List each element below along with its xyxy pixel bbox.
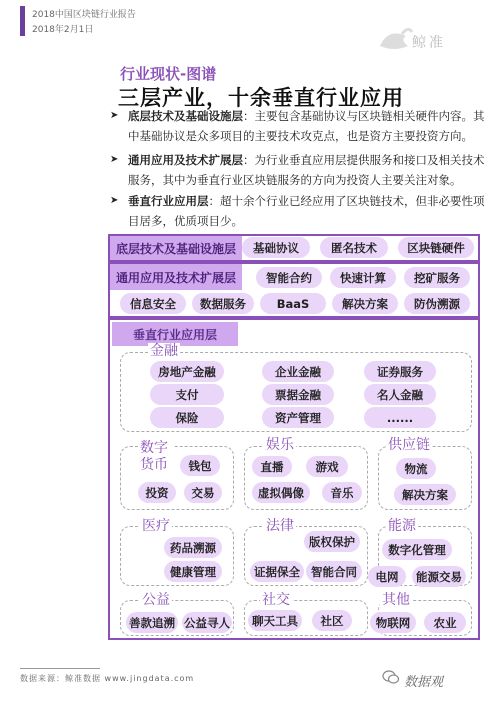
pill-iot: 物联网 (370, 612, 416, 633)
group-title-social: 社交 (262, 592, 290, 608)
pill-blockchain-hardware: 区块链硬件 (398, 237, 474, 258)
pill-payment: 支付 (150, 384, 224, 405)
bullet-body: ：为行业垂直应用层提供服务和接口及相关技术服务，其中为垂直行业区块链服务的方向为投资人主要关注对象。 (128, 153, 485, 187)
footer-divider (20, 668, 100, 669)
bullet-vertical-layer (110, 191, 485, 231)
arrow-icon: ➤ (110, 110, 119, 121)
report-title: 2018中国区块链行业报告 (32, 10, 136, 20)
group-title-energy: 能源 (388, 518, 416, 534)
group-title-supply-chain: 供应链 (388, 437, 430, 453)
pill-drug-trace: 药品溯源 (164, 537, 222, 558)
pill-virtual-idol: 虚拟偶像 (252, 482, 310, 503)
pill-fast-compute: 快速计算 (330, 267, 396, 288)
pill-community: 社区 (312, 610, 352, 631)
pill-wallet: 钱包 (180, 455, 220, 476)
bullet-body: ：超十余个行业已经应用了区块链技术，但非必要性项目居多，优质项目少。 (128, 194, 485, 228)
watermark: 数据观 (404, 675, 444, 690)
bullet-head: 通用应用及技术扩展层 (128, 153, 243, 167)
group-title-law: 法律 (266, 518, 294, 534)
pill-digital-management: 数字化管理 (382, 539, 452, 560)
pill-supply-solution: 解决方案 (394, 484, 456, 505)
pill-info-security: 信息安全 (120, 293, 186, 314)
pill-smart-legal-contract: 智能合同 (306, 561, 362, 582)
pill-copyright: 版权保护 (304, 531, 360, 552)
pill-live-stream: 直播 (252, 456, 292, 477)
arrow-icon: ➤ (110, 195, 119, 206)
report-date: 2018年2月1日 (32, 25, 94, 35)
arrow-icon: ➤ (110, 154, 119, 165)
pill-mining-service: 挖矿服务 (404, 267, 470, 288)
pill-ellipsis: ...... (364, 407, 436, 428)
pill-real-estate-finance: 房地产金融 (150, 361, 224, 382)
footer-source: 数据来源：鲸准数据 www.jingdata.com (20, 674, 195, 683)
bullet-head: 底层技术及基础设施层 (128, 109, 243, 123)
header-accent-bar (20, 6, 25, 36)
pill-anonymity: 匿名技术 (320, 237, 388, 258)
page-title: 三层产业，十余垂直行业应用 (118, 86, 404, 110)
pill-celebrity-finance: 名人金融 (364, 384, 436, 405)
pill-asset-management: 资产管理 (262, 407, 334, 428)
pill-insurance: 保险 (150, 407, 224, 428)
pill-trading: 交易 (184, 482, 222, 503)
pill-power-grid: 电网 (368, 566, 406, 587)
pill-agriculture: 农业 (424, 612, 466, 633)
pill-anti-counterfeit: 防伪溯源 (404, 293, 470, 314)
logo-text: 鲸准 (412, 35, 446, 51)
pill-securities: 证券服务 (364, 361, 436, 382)
pill-missing-person: 公益寻人 (182, 612, 232, 633)
pill-baas: BaaS (260, 293, 326, 314)
bullet-head: 垂直行业应用层 (128, 194, 209, 208)
pill-music: 音乐 (322, 482, 362, 503)
pill-enterprise-finance: 企业金融 (262, 361, 334, 382)
pill-base-protocol: 基础协议 (242, 237, 310, 258)
group-title-entertainment: 娱乐 (266, 437, 294, 453)
group-title-other: 其他 (382, 592, 410, 608)
pill-data-service: 数据服务 (192, 293, 254, 314)
group-title-finance: 金融 (150, 343, 178, 359)
group-title-medical: 医疗 (142, 518, 170, 534)
bullet-common-layer (110, 150, 485, 190)
pill-energy-trading: 能源交易 (412, 566, 466, 587)
pill-logistics: 物流 (396, 458, 436, 479)
group-title-digital-currency: 数字货币 (138, 440, 174, 474)
pill-games: 游戏 (306, 456, 348, 477)
common-layer-label: 通用应用及技术扩展层 (110, 264, 242, 290)
bullet-body: ：主要包含基础协议与区块链相关硬件内容。其中基础协议是众多项目的主要技术攻克点，也是资方主要投资方向。 (128, 109, 485, 143)
section-label: 行业现状-图谱 (120, 65, 217, 83)
pill-investment: 投资 (138, 482, 176, 503)
pill-solution: 解决方案 (332, 293, 398, 314)
pill-chat-tool: 聊天工具 (248, 610, 302, 631)
pill-health-management: 健康管理 (164, 561, 222, 582)
wechat-icon (382, 668, 400, 686)
base-layer-label: 底层技术及基础设施层 (110, 236, 242, 260)
pill-bill-finance: 票据金融 (262, 384, 334, 405)
pill-donation-trace: 善款追溯 (126, 612, 178, 633)
group-title-welfare: 公益 (142, 592, 170, 608)
pill-smart-contract: 智能合约 (256, 267, 322, 288)
bullet-base-layer (110, 106, 485, 146)
vertical-layer-label: 垂直行业应用层 (112, 322, 238, 346)
pill-evidence: 证据保全 (250, 561, 304, 582)
